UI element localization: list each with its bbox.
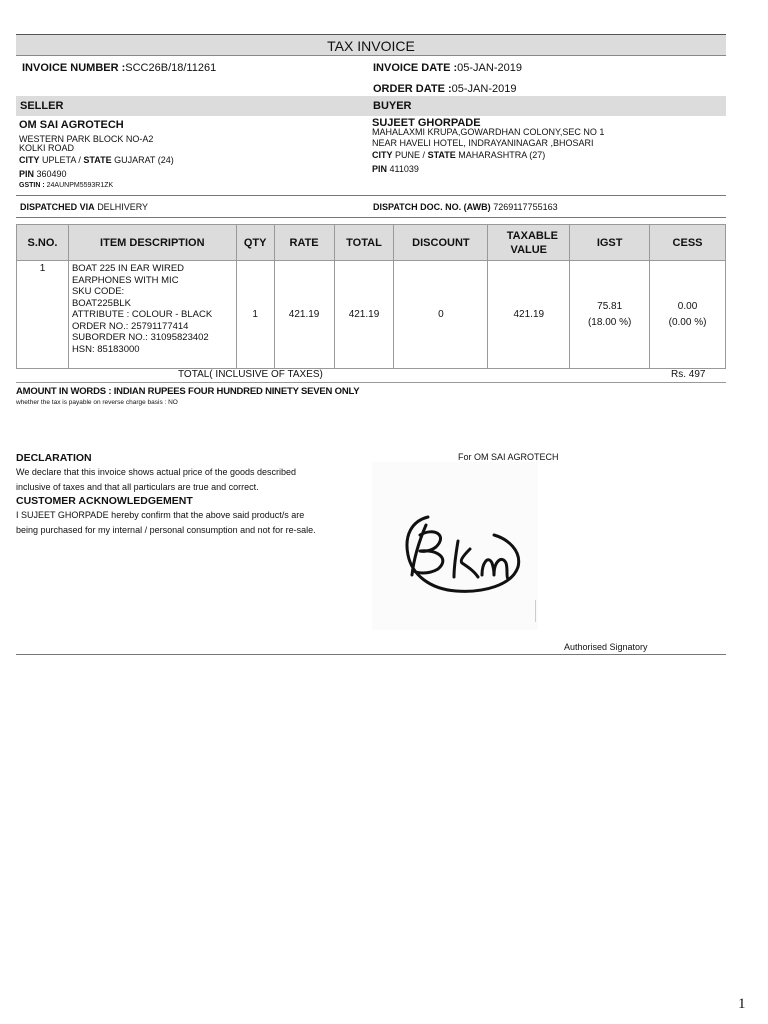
seller-city-state: CITY UPLETA / STATE GUJARAT (24) <box>19 155 174 165</box>
cess-percent: (0.00 %) <box>668 316 707 328</box>
seller-state: GUJARAT (24) <box>114 155 174 165</box>
buyer-state-label: STATE <box>427 150 456 160</box>
buyer-address-1: MAHALAXMI KRUPA,GOWARDHAN COLONY,SEC NO 1 <box>372 127 605 137</box>
col-header-taxable <box>488 225 570 261</box>
desc-line: SUBORDER NO.: 31095823402 <box>71 332 209 343</box>
seller-gstin <box>19 182 113 189</box>
authorised-signatory: Authorised Signatory <box>564 642 648 652</box>
desc-line: ORDER NO.: 25791177414 <box>71 320 189 332</box>
total-label: TOTAL( INCLUSIVE OF TAXES) <box>178 369 323 380</box>
declaration-line-2: inclusive of taxes and that all particulars are true and correct. <box>16 482 259 492</box>
seller-pin-label: PIN <box>19 169 35 179</box>
seller-gstin-value: 24AUNPM5593R1ZK <box>46 182 114 189</box>
seller-gstin-label: GSTIN : <box>19 182 45 189</box>
col-header-cess: CESS <box>650 225 726 261</box>
desc-line: EARPHONES WITH MIC <box>71 274 179 286</box>
cell-discount: 0 <box>394 261 488 369</box>
declaration-line-1: We declare that this invoice shows actual price of the goods described <box>16 467 296 477</box>
invoice-date-value: 05-JAN-2019 <box>457 62 522 74</box>
signature-stroke <box>454 541 458 577</box>
desc-line: ATTRIBUTE : COLOUR - BLACK <box>71 309 213 320</box>
buyer-name: SUJEET GHORPADE <box>372 117 481 129</box>
table-row <box>17 261 726 369</box>
total-value: Rs. 497 <box>671 369 706 380</box>
col-header-qty: QTY <box>236 225 274 261</box>
buyer-address-2: NEAR HAVELI HOTEL, INDRAYANINAGAR ,BHOSARI <box>372 138 594 148</box>
cell-igst <box>570 261 650 369</box>
invoice-number-label: INVOICE NUMBER : <box>22 62 126 74</box>
amount-in-words: AMOUNT IN WORDS : INDIAN RUPEES FOUR HUNDRED NINETY SEVEN ONLY <box>16 386 360 397</box>
dispatch-doc-value: 7269117755163 <box>493 202 558 212</box>
divider-line <box>16 195 726 196</box>
dispatched-via-value: DELHIVERY <box>97 202 149 212</box>
buyer-pin-value: 411039 <box>389 164 419 174</box>
col-header-sno: S.NO. <box>17 225 69 261</box>
buyer-state: MAHARASHTRA (27) <box>458 150 546 160</box>
seller-city: UPLETA <box>42 155 76 165</box>
buyer-heading: BUYER <box>373 100 412 112</box>
col-header-igst: IGST <box>570 225 650 261</box>
party-header-bar <box>16 96 726 116</box>
buyer-city-label: CITY <box>372 150 393 160</box>
seller-name: OM SAI AGROTECH <box>19 119 124 131</box>
cell-qty: 1 <box>236 261 274 369</box>
signature-stroke <box>461 549 478 577</box>
cess-amount: 0.00 <box>677 300 698 312</box>
col-header-rate: RATE <box>274 225 334 261</box>
signature-stroke <box>482 559 508 579</box>
buyer-city: PUNE <box>395 150 421 160</box>
seller-address-1: WESTERN PARK BLOCK NO-A2 <box>19 134 154 144</box>
cell-total: 421.19 <box>334 261 394 369</box>
cell-sno: 1 <box>17 261 69 369</box>
dispatch-doc-label: DISPATCH DOC. NO. (AWB) <box>373 202 491 212</box>
reverse-charge-note: whether the tax is payable on reverse charge basis : NO <box>16 399 178 406</box>
acknowledgement-line-2: being purchased for my internal / personal consumption and not for re-sale. <box>16 525 316 535</box>
buyer-city-state: CITY PUNE / STATE MAHARASHTRA (27) <box>372 150 546 160</box>
dispatched-via-label: DISPATCHED VIA <box>20 202 95 212</box>
order-date-label: ORDER DATE : <box>373 83 452 95</box>
signature-stroke <box>414 532 443 573</box>
col-header-total: TOTAL <box>334 225 394 261</box>
order-date <box>373 83 516 95</box>
seller-state-label: STATE <box>83 155 112 165</box>
total-row <box>16 368 726 383</box>
invoice-title-text: TAX INVOICE <box>327 38 415 54</box>
invoice-date-label: INVOICE DATE : <box>373 62 458 74</box>
acknowledgement-line-1: I SUJEET GHORPADE hereby confirm that the above said product/s are <box>16 510 305 520</box>
buyer-pin <box>372 164 419 174</box>
seller-pin-value: 360490 <box>36 169 67 179</box>
acknowledgement-heading: CUSTOMER ACKNOWLEDGEMENT <box>16 495 193 507</box>
signature-mark-line <box>535 600 536 622</box>
invoice-number-value: SCC26B/18/11261 <box>125 62 217 74</box>
footer-divider <box>16 654 726 655</box>
invoice-date <box>373 62 522 74</box>
invoice-title <box>16 34 726 56</box>
cell-description <box>68 261 236 369</box>
seller-pin <box>19 169 67 179</box>
dispatch-doc <box>373 202 558 212</box>
desc-line: BOAT225BLK <box>71 297 131 309</box>
desc-line: SKU CODE: <box>71 286 125 297</box>
cell-rate: 421.19 <box>274 261 334 369</box>
signature-image <box>398 505 528 601</box>
page-number: 1 <box>738 996 746 1012</box>
invoice-number <box>22 62 216 74</box>
desc-line: HSN: 85183000 <box>71 343 140 355</box>
col-header-discount: DISCOUNT <box>394 225 488 261</box>
seller-address-2: KOLKI ROAD <box>19 143 75 153</box>
order-date-value: 05-JAN-2019 <box>451 83 517 95</box>
divider-line <box>16 217 726 218</box>
declaration-heading: DECLARATION <box>16 452 92 464</box>
desc-line: BOAT 225 IN EAR WIRED <box>71 263 185 274</box>
cell-taxable: 421.19 <box>488 261 570 369</box>
igst-percent: (18.00 %) <box>587 316 632 328</box>
seller-heading: SELLER <box>20 100 64 112</box>
cell-cess <box>650 261 726 369</box>
igst-amount: 75.81 <box>597 300 623 312</box>
col-header-taxable-text: TAXABLE VALUE <box>506 229 558 256</box>
col-header-description: ITEM DESCRIPTION <box>68 225 236 261</box>
buyer-pin-label: PIN <box>372 164 388 174</box>
table-header-row <box>17 225 726 261</box>
dispatched-via <box>20 202 148 212</box>
seller-city-label: CITY <box>19 155 40 165</box>
for-company: For OM SAI AGROTECH <box>458 452 559 462</box>
items-table <box>16 224 726 369</box>
